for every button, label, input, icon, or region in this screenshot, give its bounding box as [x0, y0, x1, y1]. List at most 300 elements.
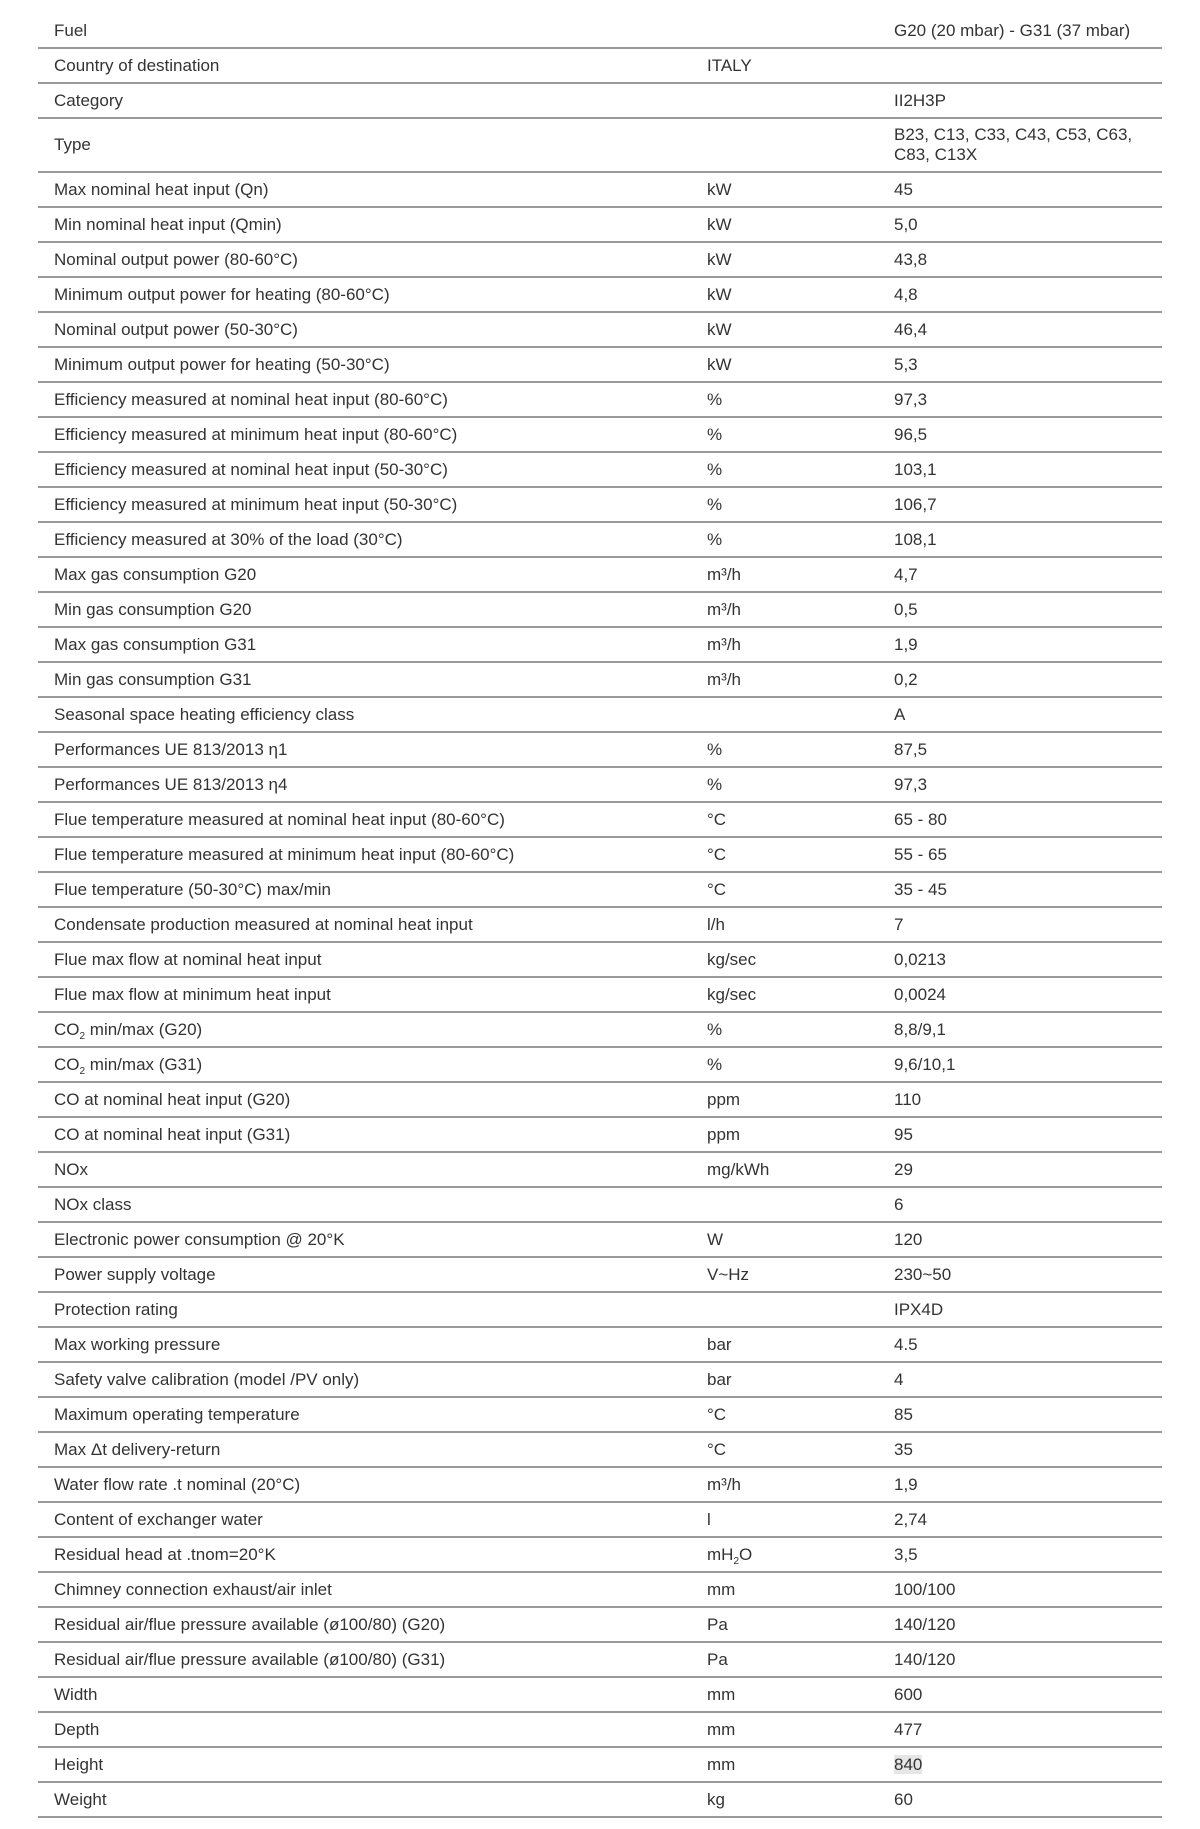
spec-value-text: 140/120: [894, 1649, 956, 1669]
spec-value-text: 100/100: [894, 1579, 956, 1599]
spec-label-text: Power supply voltage: [54, 1264, 216, 1284]
spec-unit: [691, 417, 878, 452]
spec-value-text: 8,8/9,1: [894, 1019, 946, 1039]
spec-unit: [691, 767, 878, 802]
spec-value: [878, 732, 1162, 767]
spec-value-text: 4.5: [894, 1334, 918, 1354]
spec-unit: [691, 347, 878, 382]
spec-label-subscript: 2: [79, 1065, 86, 1077]
spec-row: [38, 767, 1162, 802]
spec-unit-text: kW: [707, 179, 732, 199]
spec-value: [878, 662, 1162, 697]
spec-label-text: Flue max flow at nominal heat input: [54, 949, 322, 969]
spec-unit: [691, 48, 878, 83]
spec-label: [38, 872, 691, 907]
spec-unit: [691, 1607, 878, 1642]
spec-label: [38, 697, 691, 732]
spec-label-text: Residual air/flue pressure available (ø100/80) (G20): [54, 1614, 446, 1634]
spec-label-text: Residual air/flue pressure available (ø100/80) (G31): [54, 1649, 446, 1669]
spec-label: [38, 1747, 691, 1782]
spec-value-text: B23, C13, C33, C43, C53, C63, C83, C13X: [894, 125, 1133, 164]
spec-row: [38, 662, 1162, 697]
spec-value-text: 6: [894, 1194, 904, 1214]
spec-row: [38, 1607, 1162, 1642]
spec-label: [38, 1502, 691, 1537]
spec-value: [878, 1362, 1162, 1397]
spec-label: [38, 1222, 691, 1257]
spec-value-text: 35: [894, 1439, 913, 1459]
spec-unit: [691, 977, 878, 1012]
spec-label: [38, 1432, 691, 1467]
spec-value-text: 840: [894, 1754, 923, 1774]
spec-value: [878, 1047, 1162, 1082]
spec-row: [38, 118, 1162, 172]
spec-label-text: Max Δt delivery-return: [54, 1439, 221, 1459]
spec-value: [878, 1082, 1162, 1117]
spec-unit-text: %: [707, 739, 723, 759]
spec-unit: [691, 1642, 878, 1677]
spec-row: [38, 1432, 1162, 1467]
spec-label: [38, 802, 691, 837]
spec-label: [38, 662, 691, 697]
spec-label: [38, 14, 691, 48]
spec-value: [878, 697, 1162, 732]
spec-unit: [691, 1712, 878, 1747]
spec-unit: [691, 118, 878, 172]
spec-label: [38, 242, 691, 277]
spec-row: [38, 1222, 1162, 1257]
spec-value-text: 97,3: [894, 774, 928, 794]
spec-unit-text: %: [707, 1054, 723, 1074]
spec-unit: [691, 662, 878, 697]
spec-value-text: 7: [894, 914, 904, 934]
spec-label: [38, 1047, 691, 1082]
spec-unit: [691, 802, 878, 837]
spec-label: [38, 1397, 691, 1432]
spec-unit-text: kW: [707, 354, 732, 374]
spec-value-text: 97,3: [894, 389, 928, 409]
spec-value-text: 55 - 65: [894, 844, 947, 864]
spec-row: [38, 1572, 1162, 1607]
spec-unit-text: m³/h: [707, 634, 741, 654]
spec-unit: [691, 1187, 878, 1222]
spec-value-text: 103,1: [894, 459, 937, 479]
spec-value: [878, 837, 1162, 872]
spec-row: [38, 872, 1162, 907]
spec-value: [878, 802, 1162, 837]
spec-label-text: Protection rating: [54, 1299, 178, 1319]
spec-label-text: Min nominal heat input (Qmin): [54, 214, 282, 234]
spec-label-text: Minimum output power for heating (80-60°C): [54, 284, 390, 304]
spec-label: [38, 382, 691, 417]
spec-value: [878, 592, 1162, 627]
spec-label: [38, 907, 691, 942]
spec-label-text: NOx: [54, 1159, 88, 1179]
spec-label-text: Efficiency measured at 30% of the load (30°C): [54, 529, 403, 549]
spec-row: [38, 1502, 1162, 1537]
spec-unit: [691, 1502, 878, 1537]
spec-unit: [691, 1012, 878, 1047]
spec-label: [38, 1782, 691, 1817]
spec-label-text: Max gas consumption G31: [54, 634, 257, 654]
spec-label-text: Min gas consumption G20: [54, 599, 252, 619]
spec-unit: [691, 1292, 878, 1327]
spec-value-text: 35 - 45: [894, 879, 947, 899]
spec-value-text: 87,5: [894, 739, 928, 759]
spec-row: [38, 802, 1162, 837]
spec-value: [878, 977, 1162, 1012]
spec-label: [38, 522, 691, 557]
spec-label-text: NOx class: [54, 1194, 132, 1214]
spec-value-text: 108,1: [894, 529, 937, 549]
spec-value: [878, 1432, 1162, 1467]
spec-label: [38, 837, 691, 872]
spec-unit-text: mH: [707, 1544, 734, 1564]
spec-row: [38, 1747, 1162, 1782]
spec-unit-text: m³/h: [707, 669, 741, 689]
spec-unit-text: kg/sec: [707, 984, 757, 1004]
spec-label: [38, 452, 691, 487]
spec-unit-text: %: [707, 494, 723, 514]
spec-label: [38, 1257, 691, 1292]
spec-row: [38, 172, 1162, 207]
spec-value-text: 29: [894, 1159, 913, 1179]
spec-value: [878, 1222, 1162, 1257]
spec-row: [38, 697, 1162, 732]
spec-value-text: G20 (20 mbar) - G31 (37 mbar): [894, 20, 1131, 40]
spec-unit-text: ITALY: [707, 55, 752, 75]
spec-value-text: 65 - 80: [894, 809, 947, 829]
spec-value-text: 1,9: [894, 634, 918, 654]
spec-unit-text: W: [707, 1229, 724, 1249]
spec-row: [38, 1397, 1162, 1432]
spec-value-text: IPX4D: [894, 1299, 944, 1319]
spec-label: [38, 977, 691, 1012]
spec-unit-text: %: [707, 529, 723, 549]
spec-row: [38, 1327, 1162, 1362]
spec-row: [38, 1257, 1162, 1292]
spec-label: [38, 48, 691, 83]
spec-value-text: 230~50: [894, 1264, 952, 1284]
spec-label: [38, 1362, 691, 1397]
spec-label: [38, 1012, 691, 1047]
spec-label-text: Type: [54, 135, 91, 154]
spec-unit-text: °C: [707, 1439, 727, 1459]
spec-value-text: 46,4: [894, 319, 928, 339]
spec-label-text: Fuel: [54, 20, 88, 40]
spec-value: [878, 1537, 1162, 1572]
spec-table-body: [38, 14, 1162, 1817]
technical-specifications-table: [38, 14, 1162, 1818]
spec-value: [878, 1187, 1162, 1222]
spec-unit-text: mm: [707, 1754, 736, 1774]
spec-value-text: 110: [894, 1089, 922, 1109]
spec-value: [878, 14, 1162, 48]
spec-value-text: 0,0024: [894, 984, 946, 1004]
spec-label-text: Content of exchanger water: [54, 1509, 263, 1529]
spec-label-text: Max gas consumption G20: [54, 564, 257, 584]
spec-unit-text: bar: [707, 1334, 732, 1354]
spec-unit-text: kW: [707, 319, 732, 339]
spec-row: [38, 907, 1162, 942]
spec-unit-text: %: [707, 774, 723, 794]
spec-row: [38, 732, 1162, 767]
spec-value-text: 5,0: [894, 214, 918, 234]
spec-value: [878, 452, 1162, 487]
spec-unit-subscript: 2: [733, 1555, 740, 1567]
spec-value: [878, 83, 1162, 118]
spec-label: [38, 417, 691, 452]
spec-unit-text: °C: [707, 879, 727, 899]
spec-unit-text: m³/h: [707, 564, 741, 584]
spec-label: [38, 1467, 691, 1502]
spec-unit: [691, 627, 878, 662]
spec-unit-text: kg: [707, 1789, 725, 1809]
spec-label-text: Maximum operating temperature: [54, 1404, 300, 1424]
spec-row: [38, 1187, 1162, 1222]
spec-unit: [691, 1152, 878, 1187]
spec-unit: [691, 1572, 878, 1607]
spec-label-text: Country of destination: [54, 55, 220, 75]
spec-unit-text: °C: [707, 809, 727, 829]
spec-unit-text: ppm: [707, 1124, 741, 1144]
spec-row: [38, 627, 1162, 662]
spec-label-text: Electronic power consumption @ 20°K: [54, 1229, 345, 1249]
spec-label: [38, 1187, 691, 1222]
spec-label: [38, 487, 691, 522]
spec-row: [38, 1467, 1162, 1502]
spec-row: [38, 557, 1162, 592]
spec-row: [38, 83, 1162, 118]
spec-unit-text: %: [707, 424, 723, 444]
spec-value: [878, 1397, 1162, 1432]
spec-unit-text: mm: [707, 1579, 736, 1599]
spec-row: [38, 977, 1162, 1012]
spec-label: [38, 83, 691, 118]
spec-label-text: Performances UE 813/2013 η1: [54, 739, 288, 759]
spec-label-text: Condensate production measured at nominal heat input: [54, 914, 473, 934]
spec-row: [38, 277, 1162, 312]
spec-value: [878, 312, 1162, 347]
spec-row: [38, 207, 1162, 242]
spec-value: [878, 627, 1162, 662]
spec-unit: [691, 452, 878, 487]
spec-value: [878, 907, 1162, 942]
spec-unit-text: %: [707, 389, 723, 409]
spec-value: [878, 1642, 1162, 1677]
spec-row: [38, 942, 1162, 977]
spec-label: [38, 592, 691, 627]
spec-value: [878, 1712, 1162, 1747]
spec-unit-rest: O: [739, 1544, 753, 1564]
spec-row: [38, 1712, 1162, 1747]
spec-label: [38, 1607, 691, 1642]
spec-unit: [691, 1397, 878, 1432]
spec-unit-text: °C: [707, 1404, 727, 1424]
spec-value: [878, 487, 1162, 522]
spec-label: [38, 207, 691, 242]
spec-unit-text: l: [707, 1509, 711, 1529]
spec-label-text: CO at nominal heat input (G31): [54, 1124, 291, 1144]
spec-unit-text: bar: [707, 1369, 732, 1389]
spec-value-text: 600: [894, 1684, 923, 1704]
spec-value-text: 45: [894, 179, 913, 199]
spec-row: [38, 1677, 1162, 1712]
spec-row: [38, 1362, 1162, 1397]
spec-value-text: 2,74: [894, 1509, 928, 1529]
spec-label-text: Efficiency measured at nominal heat input (80-60°C): [54, 389, 448, 409]
spec-label-text: Performances UE 813/2013 η4: [54, 774, 288, 794]
spec-label-text: Safety valve calibration (model /PV only): [54, 1369, 360, 1389]
spec-unit-text: kW: [707, 284, 732, 304]
spec-unit-text: mm: [707, 1719, 736, 1739]
spec-label-text: Depth: [54, 1719, 100, 1739]
spec-unit-text: kg/sec: [707, 949, 757, 969]
spec-value-text: 60: [894, 1789, 913, 1809]
spec-value: [878, 1117, 1162, 1152]
spec-label-text: Flue temperature measured at nominal heat input (80-60°C): [54, 809, 505, 829]
spec-value: [878, 872, 1162, 907]
spec-unit: [691, 1782, 878, 1817]
spec-label: [38, 1642, 691, 1677]
spec-label: [38, 347, 691, 382]
spec-unit: [691, 732, 878, 767]
spec-unit: [691, 312, 878, 347]
spec-row: [38, 1537, 1162, 1572]
spec-value: [878, 1572, 1162, 1607]
spec-unit-text: mg/kWh: [707, 1159, 770, 1179]
spec-label: [38, 1572, 691, 1607]
spec-label: [38, 1082, 691, 1117]
spec-label: [38, 118, 691, 172]
spec-label: [38, 1292, 691, 1327]
spec-label: [38, 1677, 691, 1712]
spec-row: [38, 382, 1162, 417]
spec-value: [878, 1677, 1162, 1712]
spec-value: [878, 942, 1162, 977]
spec-row: [38, 1642, 1162, 1677]
spec-label-text: Flue max flow at minimum heat input: [54, 984, 331, 1004]
spec-unit-text: ppm: [707, 1089, 741, 1109]
spec-label-text: Efficiency measured at minimum heat input (80-60°C): [54, 424, 458, 444]
spec-label-text: Efficiency measured at minimum heat input (50-30°C): [54, 494, 458, 514]
spec-label-text: Flue temperature measured at minimum heat input (80-60°C): [54, 844, 515, 864]
spec-unit-text: m³/h: [707, 1474, 741, 1494]
spec-label: [38, 767, 691, 802]
spec-row: [38, 312, 1162, 347]
spec-label-text: Water flow rate .t nominal (20°C): [54, 1474, 301, 1494]
spec-value: [878, 1502, 1162, 1537]
spec-value-text: 0,2: [894, 669, 918, 689]
spec-unit: [691, 1537, 878, 1572]
spec-label-text: CO: [54, 1019, 80, 1039]
spec-value-text: 96,5: [894, 424, 928, 444]
spec-unit-text: kW: [707, 214, 732, 234]
spec-value-text: 106,7: [894, 494, 937, 514]
spec-value: [878, 522, 1162, 557]
spec-unit: [691, 1432, 878, 1467]
spec-label: [38, 557, 691, 592]
spec-value-text: 43,8: [894, 249, 928, 269]
spec-value-text: 140/120: [894, 1614, 956, 1634]
spec-value-text: 1,9: [894, 1474, 918, 1494]
spec-value-text: 5,3: [894, 354, 918, 374]
spec-label-text: Category: [54, 90, 123, 110]
spec-unit: [691, 1257, 878, 1292]
spec-unit-text: Pa: [707, 1614, 728, 1634]
spec-value: [878, 118, 1162, 172]
spec-unit: [691, 872, 878, 907]
spec-value: [878, 382, 1162, 417]
spec-label-text: Nominal output power (50-30°C): [54, 319, 298, 339]
spec-label: [38, 312, 691, 347]
spec-unit: [691, 1047, 878, 1082]
spec-value: [878, 1607, 1162, 1642]
spec-value-text: 120: [894, 1229, 923, 1249]
spec-unit: [691, 557, 878, 592]
spec-value-text: 4,8: [894, 284, 918, 304]
spec-value: [878, 172, 1162, 207]
spec-label-rest: min/max (G31): [85, 1054, 203, 1074]
spec-unit-text: %: [707, 1019, 723, 1039]
spec-label: [38, 277, 691, 312]
spec-row: [38, 1782, 1162, 1817]
spec-unit: [691, 83, 878, 118]
spec-label: [38, 1327, 691, 1362]
spec-label-text: Nominal output power (80-60°C): [54, 249, 298, 269]
spec-row: [38, 1152, 1162, 1187]
spec-label: [38, 1712, 691, 1747]
spec-value-text: 95: [894, 1124, 913, 1144]
spec-label-subscript: 2: [79, 1030, 86, 1042]
spec-value: [878, 417, 1162, 452]
spec-label-text: Seasonal space heating efficiency class: [54, 704, 355, 724]
spec-label: [38, 627, 691, 662]
spec-unit: [691, 1747, 878, 1782]
spec-unit: [691, 1677, 878, 1712]
spec-unit: [691, 242, 878, 277]
spec-label-text: Weight: [54, 1789, 107, 1809]
spec-unit: [691, 487, 878, 522]
spec-unit-text: %: [707, 459, 723, 479]
spec-row: [38, 452, 1162, 487]
spec-value: [878, 1152, 1162, 1187]
spec-value: [878, 1467, 1162, 1502]
spec-value-text: 9,6/10,1: [894, 1054, 956, 1074]
spec-row: [38, 48, 1162, 83]
spec-unit: [691, 907, 878, 942]
spec-unit: [691, 1467, 878, 1502]
spec-value: [878, 242, 1162, 277]
spec-unit-text: Pa: [707, 1649, 728, 1669]
spec-unit-text: V~Hz: [707, 1264, 750, 1284]
spec-value: [878, 207, 1162, 242]
spec-row: [38, 522, 1162, 557]
spec-label-text: Height: [54, 1754, 104, 1774]
spec-row: [38, 1082, 1162, 1117]
spec-label-text: Min gas consumption G31: [54, 669, 252, 689]
spec-label-text: Flue temperature (50-30°C) max/min: [54, 879, 332, 899]
spec-label-text: Efficiency measured at nominal heat input (50-30°C): [54, 459, 448, 479]
spec-label: [38, 942, 691, 977]
spec-value-text: 4,7: [894, 564, 918, 584]
spec-unit: [691, 1222, 878, 1257]
spec-label: [38, 1537, 691, 1572]
spec-row: [38, 487, 1162, 522]
spec-unit: [691, 522, 878, 557]
spec-label: [38, 1152, 691, 1187]
spec-unit: [691, 837, 878, 872]
